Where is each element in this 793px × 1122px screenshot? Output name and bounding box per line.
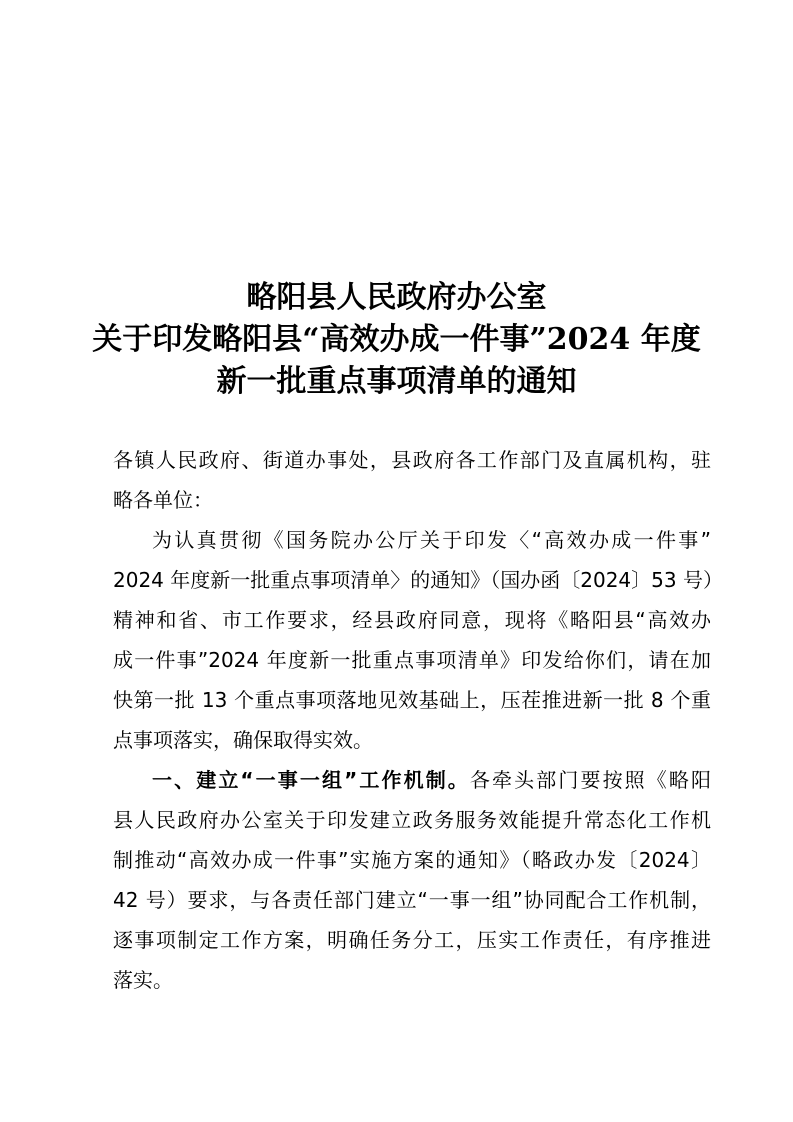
document-title-line-1: 略阳县人民政府办公室 bbox=[246, 280, 547, 315]
document-title-line-3: 新一批重点事项清单的通知 bbox=[216, 364, 577, 399]
paragraph2-line-1 bbox=[152, 766, 711, 794]
paragraph2-line-6: 落实。 bbox=[113, 968, 173, 992]
salutation-line-2: 略各单位： bbox=[113, 488, 213, 512]
paragraph2-first-line-rest: 各牵头部门要按照《略阳 bbox=[469, 768, 712, 792]
paragraph2-line-3: 制推动“高效办成一件事”实施方案的通知》（略政办发〔2024〕 bbox=[113, 848, 711, 872]
document-title-line-2: 关于印发略阳县“高效办成一件事”2024 年度 bbox=[92, 322, 701, 357]
paragraph1-line-2: 2024 年度新一批重点事项清单〉的通知》（国办函〔2024〕53 号） bbox=[113, 568, 723, 592]
paragraph1-line-3: 精神和省、市工作要求，经县政府同意，现将《略阳县“高效办 bbox=[113, 608, 711, 632]
paragraph1-line-6: 点事项落实，确保取得实效。 bbox=[113, 728, 373, 752]
paragraph1-line-4: 成一件事”2024 年度新一批重点事项清单》印发给你们，请在加 bbox=[113, 648, 711, 672]
paragraph2-line-5: 逐事项制定工作方案，明确任务分工，压实工作责任，有序推进 bbox=[113, 928, 711, 952]
paragraph1-line-1: 为认真贯彻《国务院办公厅关于印发〈“高效办成一件事” bbox=[152, 528, 711, 552]
paragraph2-heading: 一、建立“一事一组”工作机制。 bbox=[152, 768, 470, 792]
paragraph2-line-4: 42 号）要求，与各责任部门建立“一事一组”协同配合工作机制， bbox=[113, 888, 711, 912]
salutation-line-1: 各镇人民政府、街道办事处，县政府各工作部门及直属机构，驻 bbox=[113, 448, 711, 472]
paragraph1-line-5: 快第一批 13 个重点事项落地见效基础上，压茬推进新一批 8 个重 bbox=[113, 688, 711, 712]
paragraph2-line-2: 县人民政府办公室关于印发建立政务服务效能提升常态化工作机 bbox=[113, 808, 711, 832]
